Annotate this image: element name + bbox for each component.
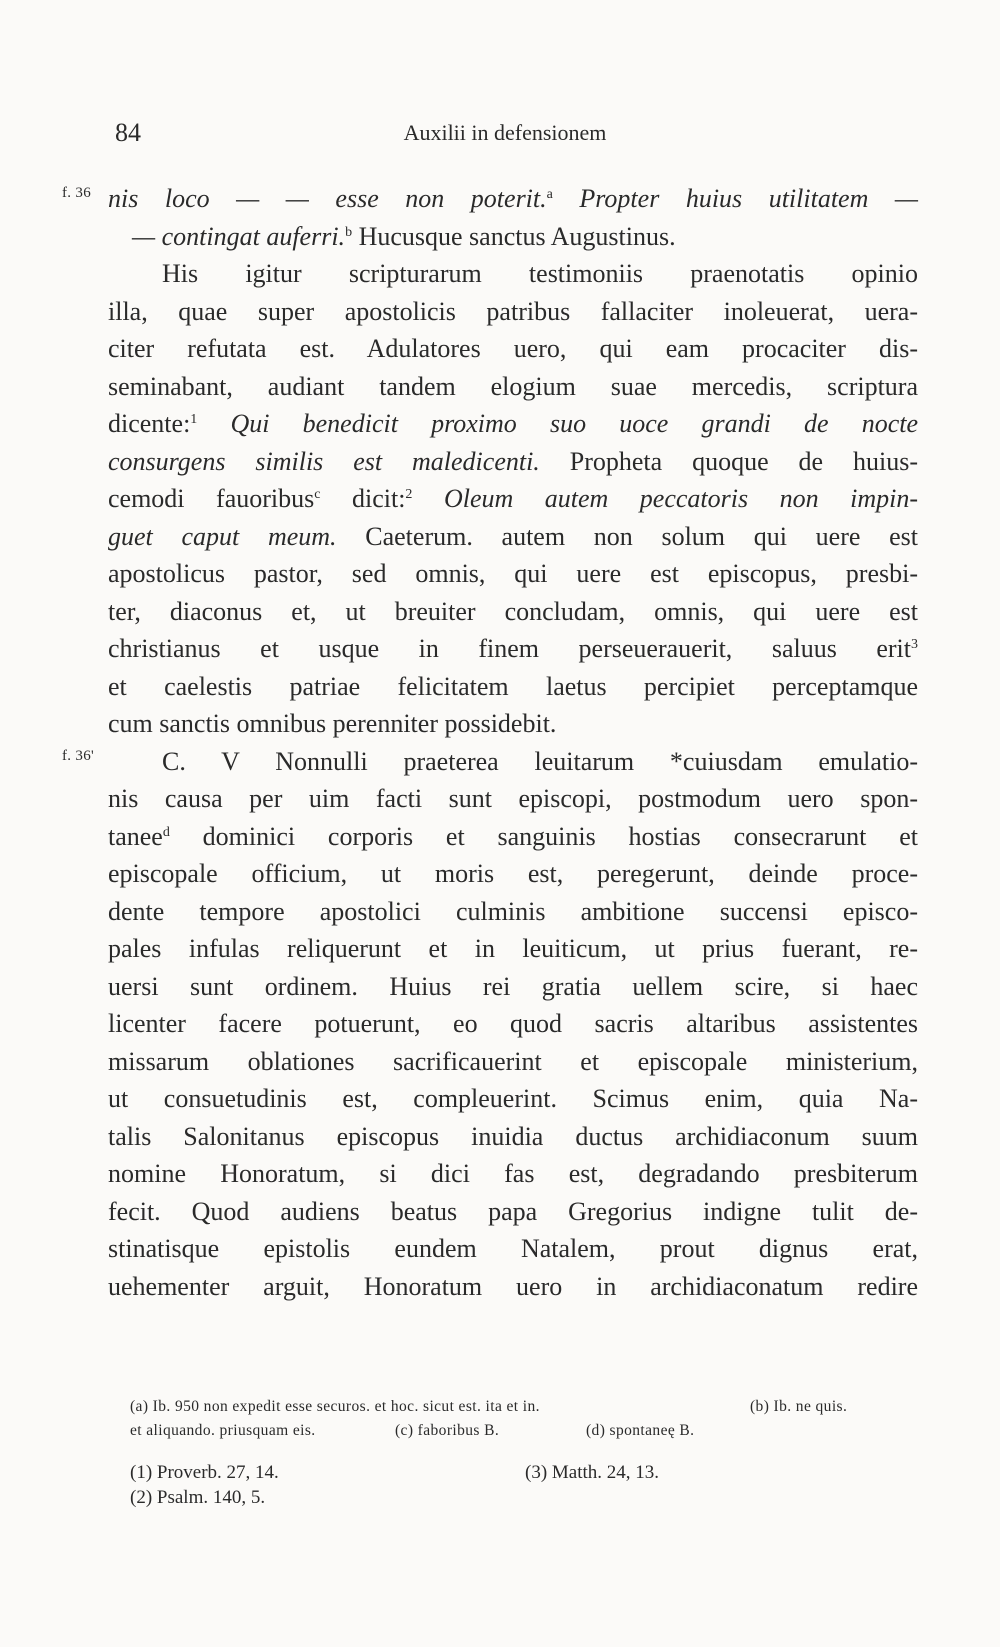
apparatus-line [130, 1395, 920, 1419]
text-line: seminabant, audiant tandem elogium suae mercedis, scriptura [108, 371, 918, 401]
text-italic: — contingat auferri. [132, 221, 346, 251]
text-span: dicente: [108, 409, 191, 438]
text-span: dominici corporis et sanguinis hostias consecrarunt et [169, 821, 918, 851]
footnote-ref: 1 [190, 412, 198, 427]
text-line: C. V Nonnulli praeterea leuitarum *cuiusdam emulatio- [162, 746, 918, 776]
text-line: apostolicus pastor, sed omnis, qui uere est episcopus, presbi- [108, 559, 918, 588]
page-header [115, 118, 895, 158]
text-line [108, 630, 918, 668]
main-text [108, 180, 918, 1305]
text-line: illa, quae super apostolicis patribus fallaciter inoleuerat, uera- [108, 296, 918, 326]
text-line: citer refutata est. Adulatores uero, qui eam procaciter dis- [108, 334, 918, 363]
critical-apparatus [130, 1395, 920, 1443]
text-line: ut consuetudinis est, compleuerint. Scimus enim, quia Na- [108, 1084, 918, 1113]
running-head: Auxilii in defensionem [403, 120, 607, 145]
text-italic: Oleum autem peccatoris non impin- [443, 484, 919, 513]
text-line [108, 518, 918, 556]
folio-marker-2: f. 36' [62, 748, 94, 764]
text-italic: nis loco — — esse non poterit. [108, 184, 547, 213]
text-line: episcopale officium, ut moris est, peregerunt, deinde proce- [108, 859, 918, 888]
text-span: christianus et usque in finem perseuerauerit, saluus erit [108, 634, 911, 663]
text-line: stinatisque epistolis eundem Natalem, prout dignus erat, [108, 1234, 918, 1263]
apparatus-note-b: (b) Ib. ne quis. [750, 1398, 848, 1415]
source-note-1: (1) Proverb. 27, 14. [130, 1462, 279, 1483]
footnote-ref: d [162, 824, 170, 840]
text-span: cemodi fauoribus [108, 484, 315, 513]
footnote-ref: c [314, 487, 321, 502]
text-span: dicit: [320, 484, 406, 513]
apparatus-note-d: (d) spontaneę B. [586, 1422, 695, 1439]
text-span: tanee [108, 821, 163, 851]
apparatus-note-b-cont: et aliquando. priusquam eis. [130, 1422, 316, 1439]
text-italic: consurgens similis est maledicenti. [108, 446, 540, 476]
text-line: licenter facere potuerunt, eo quod sacris altaribus assistentes [108, 1009, 918, 1038]
text-line: dente tempore apostolici culminis ambitione succensi episco- [108, 896, 918, 926]
apparatus-note-a: (a) Ib. 950 non expedit esse securos. et hoc. sicut est. ita et in. [130, 1398, 540, 1415]
source-line [130, 1485, 780, 1510]
text-line [108, 480, 918, 518]
text-line: nomine Honoratum, si dici fas est, degradando presbiterum [108, 1159, 918, 1188]
source-notes [130, 1460, 780, 1510]
text-line: uehementer arguit, Honoratum uero in archidiaconatum redire [108, 1271, 918, 1301]
apparatus-note-c: (c) faboribus B. [395, 1422, 500, 1439]
text-line [108, 180, 918, 218]
text-line [108, 443, 918, 481]
text-span: Caeterum. autem non solum qui uere est [336, 521, 918, 551]
source-note-2: (2) Psalm. 140, 5. [130, 1487, 266, 1508]
text-span: Hucusque sanctus Augustinus. [352, 221, 676, 251]
folio-marker-1: f. 36 [62, 185, 91, 201]
footnote-ref: b [345, 224, 353, 240]
text-line: missarum oblationes sacrificauerint et episcopale ministerium, [108, 1046, 918, 1076]
text-italic: guet caput meum. [108, 521, 337, 551]
text-line: His igitur scripturarum testimoniis praenotatis opinio [162, 259, 918, 288]
text-italic: Propter huius utilitatem — [579, 184, 918, 213]
text-line [108, 818, 918, 856]
footnote-ref: 3 [911, 637, 918, 652]
text-line: fecit. Quod audiens beatus papa Gregorius indigne tulit de- [108, 1196, 918, 1226]
text-line: ter, diaconus et, ut breuiter concludam, omnis, qui uere est [108, 596, 918, 626]
text-line: pales infulas reliquerunt et in leuiticum, ut prius fuerant, re- [108, 934, 918, 963]
footnote-ref: 2 [405, 487, 413, 502]
text-line: talis Salonitanus episcopus inuidia ductus archidiaconum suum [108, 1121, 918, 1151]
source-note-3: (3) Matth. 24, 13. [525, 1462, 660, 1483]
text-line [108, 405, 918, 443]
source-line [130, 1460, 780, 1485]
text-line: nis causa per uim facti sunt episcopi, postmodum uero spon- [108, 784, 918, 813]
text-line: et caelestis patriae felicitatem laetus percipiet perceptamque [108, 671, 918, 701]
text-italic: Qui benedicit proximo suo uoce grandi de nocte [230, 409, 918, 438]
text-line: cum sanctis omnibus perenniter possidebit. [108, 709, 557, 738]
text-line: uersi sunt ordinem. Huius rei gratia uellem scire, si haec [108, 971, 918, 1001]
apparatus-line [130, 1419, 920, 1443]
text-span: Propheta quoque de huius- [539, 446, 918, 476]
page-number: 84 [115, 118, 141, 147]
text-line [108, 218, 918, 256]
footnote-ref: a [546, 187, 553, 202]
